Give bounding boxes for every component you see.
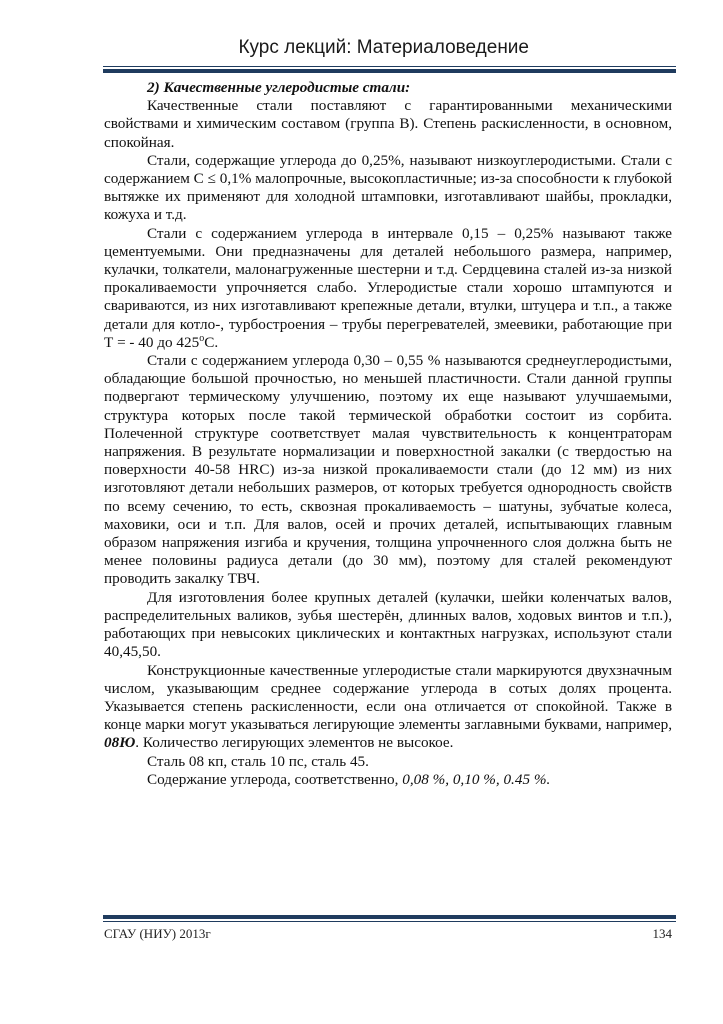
- page-body: [104, 79, 672, 789]
- paragraph-4: Стали с содержанием углерода 0,30 – 0,55 % называются среднеуглеродистыми, обладающие большой прочностью, но меньшей пластичности. Стали данной группы подвергают термическому улучшению, поэтому их еще называют улучшаемыми, структура которых после такой термической обработки состоит из сорбита. Полеченной структуре соответствует малая чувствительность к концентраторам напряжения. В результате нормализации и поверхностной закалки (с твердостью на поверхности 40-58 HRC) из-за низкой прокаливаемости стали (до 12 мм) из них изготовляют детали небольших размеров, от которых требуется однородность свойств по всему сечению, то есть, сквозная прокаливаемость – шатуны, зубчатые колеса, маховики, оси и т.п. Для валов, осей и прочих деталей, испытывающих главным образом напряжения изгиба и кручения, толщина упрочненного слоя должна быть не менее половины радиуса детали (до 30 мм), поэтому для сталей рекомендуют проводить закалку ТВЧ.: [104, 352, 672, 588]
- footer-institution: СГАУ (НИУ) 2013г: [104, 926, 211, 941]
- footer-rule-thick: [103, 915, 676, 919]
- header-rule-thin: [103, 66, 676, 67]
- header-title: Курс лекций: Материаловедение: [238, 37, 529, 58]
- footer-rule-thin: [103, 921, 676, 922]
- steel-grade-example: 08Ю: [104, 734, 136, 752]
- paragraph-6: Конструкционные качественные углеродистые стали маркируются двухзначным числом, указывающим среднее содержание углерода в сотых долях процента. Указывается степень раскисленности, если она отличается от спокойной. Также в конце марки могут указываться легирующие элементы заглавными буквами, например, 08Ю. Количество легирующих элементов не высокое.: [104, 661, 672, 752]
- paragraph-1: Качественные стали поставляют с гарантированными механическими свойствами и химическим составом (группа В). Степень раскисленности, в основном, спокойная.: [104, 97, 672, 151]
- paragraph-3: Стали с содержанием углерода в интервале 0,15 – 0,25% называют также цементуемыми. Они предназначены для деталей небольшого размера, например, кулачки, толкатели, малонагруженные шестерни и т.д. Сердцевина сталей из-за низкой прокаливаемости упрочняется слабо. Углеродистые стали хорошо штампуются и свариваются, из них изготавливают крепежные детали, втулки, штуцера и т.п., а также детали для котло-, турбостроения – трубы перегревателей, змеевики, работающие при Т = - 40 до 425$^o$С.: [104, 224, 672, 351]
- paragraph-5: Для изготовления более крупных деталей (кулачки, шейки коленчатых валов, распределительных валиков, зубья шестерён, длинных валов, ходовых винтов и т.п.), работающих при невысоких циклических и контактных нагрузках, используют стали 40,45,50.: [104, 588, 672, 661]
- section-heading: 2) Качественные углеродистые стали:: [147, 79, 411, 96]
- header-rule-thick: [103, 69, 676, 73]
- paragraph-7: Сталь 08 кп, сталь 10 пс, сталь 45.: [147, 752, 369, 770]
- paragraph-8: Содержание углерода, соответственно, 0,08 %, 0,10 %, 0.45 %.: [147, 770, 551, 788]
- page-number: 134: [652, 926, 672, 941]
- paragraph-2: Стали, содержащие углерода до 0,25%, называют низкоуглеродистыми. Стали с содержанием С ≤ 0,1% малопрочные, высокопластичные; из-за способности к глубокой вытяжке их применяют для холодной штамповки, изготавливают шайбы, прокладки, кожуха и т.д.: [104, 151, 672, 224]
